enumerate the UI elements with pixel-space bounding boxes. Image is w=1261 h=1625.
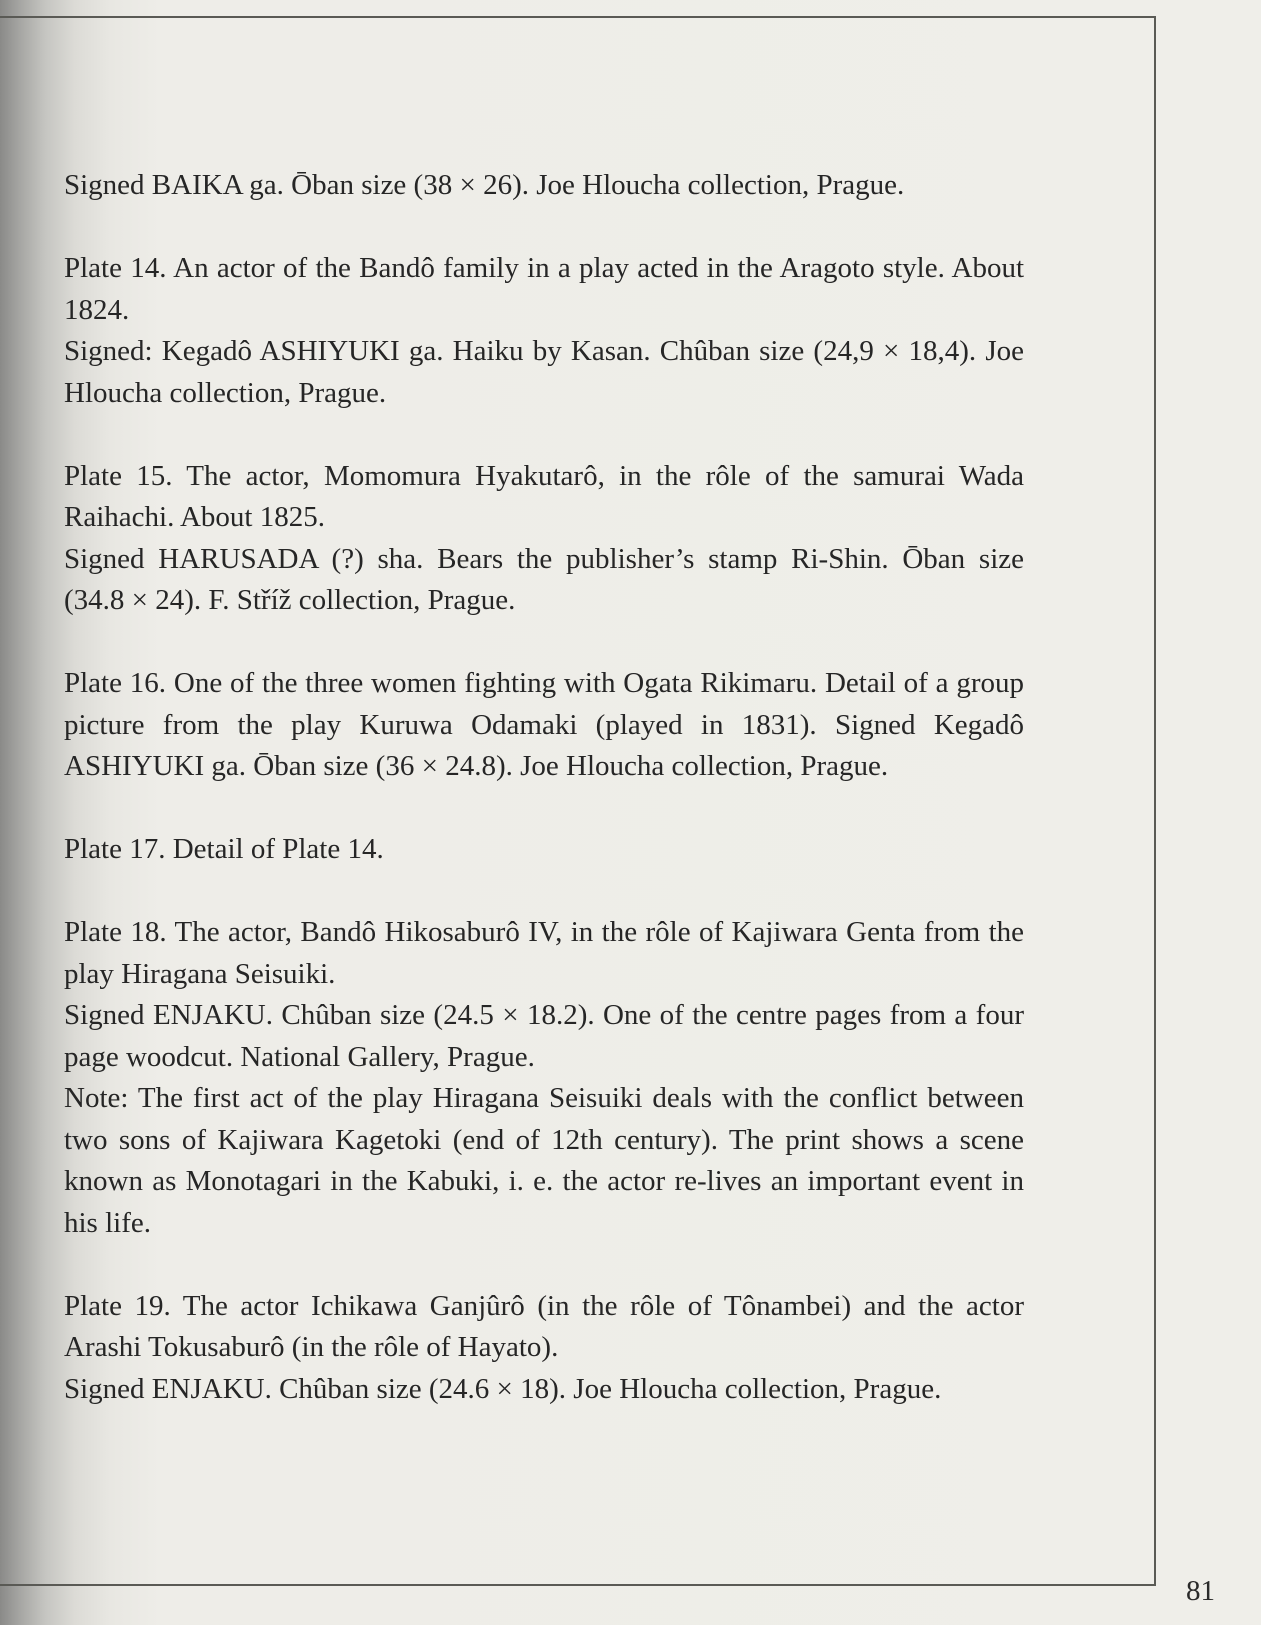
caption-entry-plate-15 — [64, 456, 1024, 622]
caption-line: Signed ENJAKU. Chûban size (24.6 × 18). Joe Hloucha collection, Prague. — [64, 1372, 942, 1405]
caption-entry-plate-19 — [64, 1286, 1024, 1411]
caption-entry-baika — [64, 165, 1024, 207]
caption-line: Signed BAIKA ga. Ōban size (38 × 26). Joe Hloucha collection, Prague. — [64, 169, 905, 201]
caption-line: Signed: Kegadô ASHIYUKI ga. Haiku by Kasan. Chûban size (24,9 × 18,4). Joe Hloucha collection, Prague. — [64, 335, 1024, 409]
caption-note: Note: The first act of the play Hiragana Seisuiki deals with the conflict between two sons of Kajiwara Kagetoki (end of 12th century). The print shows a scene known as Monotagari in the Kabuki, i. e. the actor re-lives an important event in his life. — [64, 1082, 1024, 1239]
caption-line: Plate 19. The actor Ichikawa Ganjûrô (in the rôle of Tônambei) and the actor Arashi Tokusaburô (in the rôle of Hayato). — [64, 1289, 1024, 1363]
caption-line: Plate 15. The actor, Momomura Hyakutarô, in the rôle of the samurai Wada Raihachi. About 1825. — [64, 459, 1024, 533]
caption-line: Signed HARUSADA (?) sha. Bears the publisher’s stamp Ri-Shin. Ōban size (34.8 × 24). F. Stříž collection, Prague. — [64, 542, 1024, 616]
caption-line: Plate 14. An actor of the Bandô family in a play acted in the Aragoto style. About 1824. — [64, 252, 1024, 326]
caption-line: Plate 16. One of the three women fighting with Ogata Rikimaru. Detail of a group picture from the play Kuruwa Odamaki (played in 1831). Signed Kegadô ASHIYUKI ga. Ōban size (36 × 24.8). Joe Hloucha collection, Prague. — [64, 667, 1024, 782]
plate-captions — [64, 165, 1024, 1452]
page-number: 81 — [1186, 1575, 1215, 1607]
caption-entry-plate-16 — [64, 663, 1024, 788]
caption-entry-plate-17 — [64, 829, 1024, 871]
caption-entry-plate-18 — [64, 912, 1024, 1244]
caption-line: Plate 17. Detail of Plate 14. — [64, 833, 384, 865]
caption-entry-plate-14 — [64, 248, 1024, 414]
caption-line: Plate 18. The actor, Bandô Hikosaburô IV, in the rôle of Kajiwara Genta from the play Hiragana Seisuiki. — [64, 916, 1024, 990]
caption-line: Signed ENJAKU. Chûban size (24.5 × 18.2). One of the centre pages from a four page woodcut. National Gallery, Prague. — [64, 999, 1024, 1073]
